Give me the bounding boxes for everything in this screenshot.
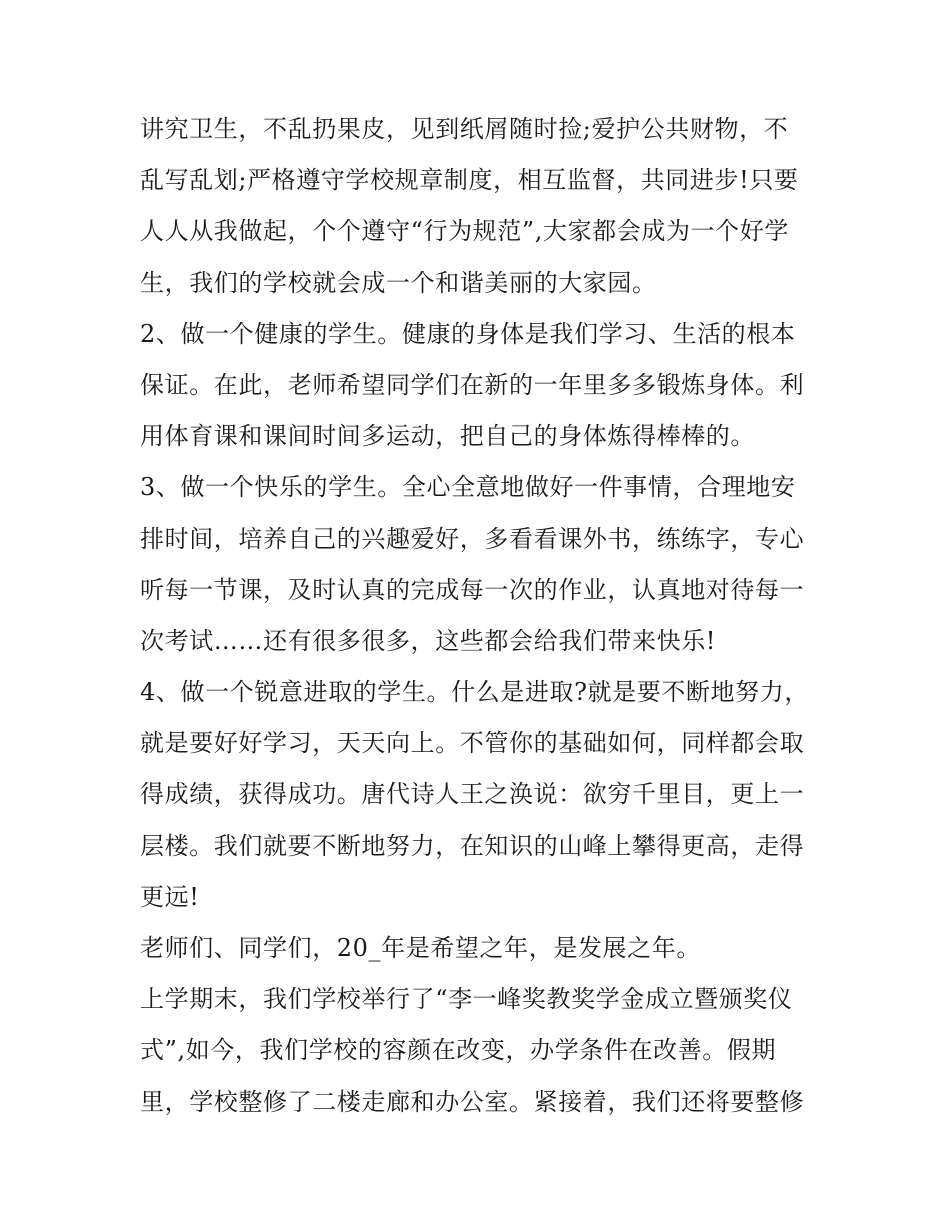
text-line: 3、做一个快乐的学生。全心全意地做好一件事情，合理地安 <box>140 473 796 502</box>
text-line: 里，学校整修了二楼走廊和办公室。紧接着，我们还将要整修 <box>140 1087 805 1116</box>
text-line: 排时间，培养自己的兴趣爱好，多看看课外书，练练字，专心 <box>140 524 805 553</box>
text-line: 4、做一个锐意进取的学生。什么是进取?就是要不断地努力， <box>140 678 809 707</box>
text-line: 2、做一个健康的学生。健康的身体是我们学习、生活的根本 <box>140 319 796 348</box>
text-line: 层楼。我们就要不断地努力，在知识的山峰上攀得更高，走得 <box>140 831 805 860</box>
text-line: 就是要好好学习，天天向上。不管你的基础如何，同样都会取 <box>140 729 805 758</box>
text-line: 乱写乱划;严格遵守学校规章制度，相互监督，共同进步!只要 <box>140 166 799 195</box>
document-body <box>140 104 820 1128</box>
text-line: 得成绩，获得成功。唐代诗人王之涣说：欲穷千里目，更上一 <box>140 780 805 809</box>
text-line: 次考试……还有很多很多，这些都会给我们带来快乐! <box>140 626 717 655</box>
text-line: 更远! <box>140 882 200 911</box>
text-line: 老师们、同学们，20_年是希望之年，是发展之年。 <box>140 934 701 962</box>
text-line: 听每一节课，及时认真的完成每一次的作业，认真地对待每一 <box>140 575 805 604</box>
text-line: 式”,如今，我们学校的容颜在改变，办学条件在改善。假期 <box>140 1036 777 1065</box>
text-line: 上学期末，我们学校举行了“李一峰奖教奖学金成立暨颁奖仪 <box>140 985 793 1014</box>
text-line: 用体育课和课间时间多运动，把自己的身体炼得棒棒的。 <box>140 422 755 451</box>
text-line: 生，我们的学校就会成一个和谐美丽的大家园。 <box>140 268 657 297</box>
text-line: 讲究卫生，不乱扔果皮，见到纸屑随时捡;爱护公共财物，不 <box>140 115 789 143</box>
text-line: 保证。在此，老师希望同学们在新的一年里多多锻炼身体。利 <box>140 370 805 399</box>
text-line: 人人从我做起，个个遵守“行为规范”,大家都会成为一个好学 <box>140 217 789 246</box>
